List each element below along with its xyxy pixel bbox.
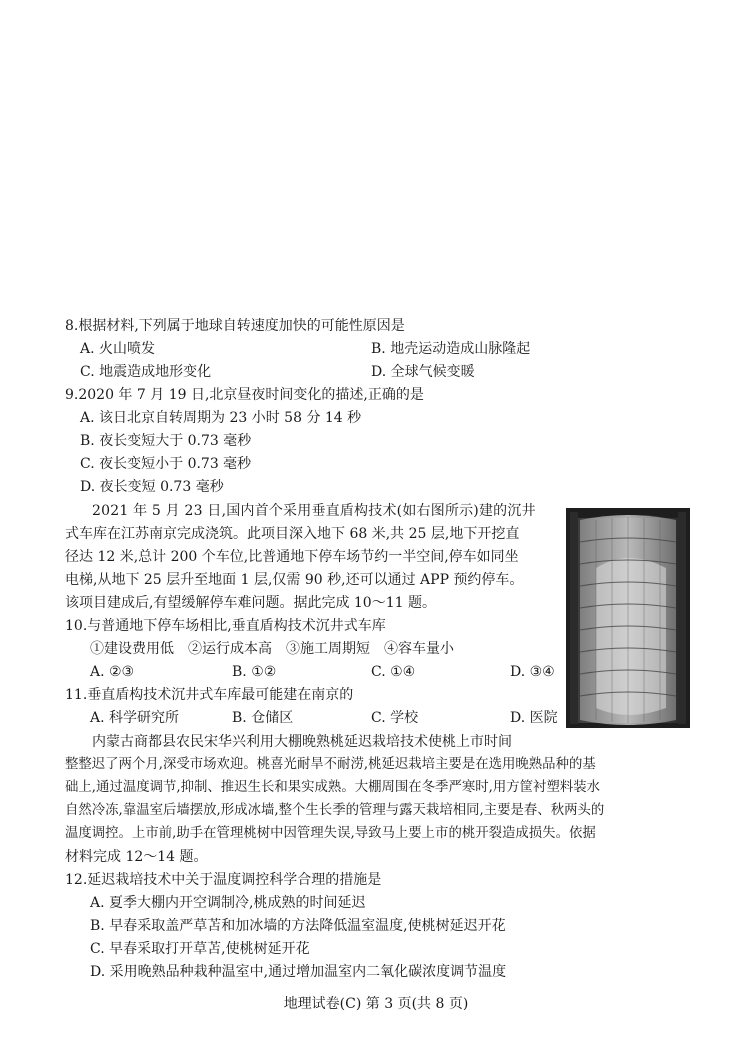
material3-line6: 材料完成 12～14 题。	[65, 849, 208, 865]
q12-option-b: B. 早春采取盖严草苫和加冰墙的方法降低温室温度,使桃树延迟开花	[90, 918, 506, 934]
q10-stem: 10.与普通地下停车场相比,垂直盾构技术沉井式车库	[65, 618, 386, 634]
q8-option-c: C. 地震造成地形变化	[80, 364, 212, 380]
page-footer: 地理试卷(C) 第 3 页(共 8 页)	[283, 996, 469, 1012]
vertical-shaft-garage-photo-icon	[566, 508, 690, 728]
q10-option-b: B. ①②	[232, 664, 277, 680]
q11-option-d: D. 医院	[510, 710, 558, 726]
material3-line1: 内蒙古商都县农民宋华兴利用大棚晚熟桃延迟栽培技术使桃上市时间	[92, 734, 512, 750]
material2-line2: 式车库在江苏南京完成浇筑。此项目深入地下 68 米,共 25 层,地下开挖直	[65, 526, 520, 542]
q10-option-d: D. ③④	[510, 664, 555, 680]
q9-option-b: B. 夜长变短大于 0.73 毫秒	[80, 433, 252, 449]
q9-option-a: A. 该日北京自转周期为 23 小时 58 分 14 秒	[80, 410, 362, 426]
material2-line4: 电梯,从地下 25 层升至地面 1 层,仅需 90 秒,还可以通过 APP 预约停车。	[65, 572, 524, 588]
material2-line3: 径达 12 米,总计 200 个车位,比普通地下停车场节约一半空间,停车如同坐	[65, 549, 519, 565]
q12-option-a: A. 夏季大棚内开空调制冷,桃成熟的时间延迟	[90, 895, 366, 911]
q8-option-d: D. 全球气候变暖	[371, 364, 475, 380]
material2-line1: 2021 年 5 月 23 日,国内首个采用垂直盾构技术(如右图所示)建的沉井	[92, 503, 536, 519]
q12-option-d: D. 采用晚熟品种栽种温室中,通过增加温室内二氧化碳浓度调节温度	[90, 964, 507, 980]
q11-option-b: B. 仓储区	[232, 710, 294, 726]
q12-option-c: C. 早春采取打开草苫,使桃树延开花	[90, 941, 310, 957]
q11-stem: 11.垂直盾构技术沉井式车库最可能建在南京的	[65, 687, 354, 703]
q11-option-c: C. 学校	[371, 710, 419, 726]
q9-stem: 9.2020 年 7 月 19 日,北京昼夜时间变化的描述,正确的是	[65, 387, 424, 403]
q8-option-b: B. 地壳运动造成山脉隆起	[371, 341, 531, 357]
q8-option-a: A. 火山喷发	[80, 341, 156, 357]
material3-line5: 温度调控。上市前,助手在管理桃树中因管理失误,导致马上要上市的桃开裂造成损失。依据	[65, 826, 596, 841]
q10-items: ①建设费用低 ②运行成本高 ③施工周期短 ④容车量小	[90, 641, 454, 657]
q12-stem: 12.延迟栽培技术中关于温度调控科学合理的措施是	[65, 872, 382, 888]
material2-line5: 该项目建成后,有望缓解停车难问题。据此完成 10～11 题。	[65, 595, 436, 611]
material3-line2: 整整迟了两个月,深受市场欢迎。桃喜光耐旱不耐涝,桃延迟栽培主要是在选用晚熟品种的基	[65, 757, 596, 772]
q10-option-a: A. ②③	[90, 664, 135, 680]
q10-option-c: C. ①④	[371, 664, 416, 680]
q11-option-a: A. 科学研究所	[90, 710, 180, 726]
q9-option-c: C. 夜长变短小于 0.73 毫秒	[80, 456, 252, 472]
material3-line3: 础上,通过温度调节,抑制、推迟生长和果实成熟。大棚周围在冬季严寒时,用方筐衬塑料装水	[65, 780, 601, 795]
q9-option-d: D. 夜长变短 0.73 毫秒	[80, 479, 224, 495]
q8-stem: 8.根据材料,下列属于地球自转速度加快的可能性原因是	[65, 318, 405, 334]
material3-line4: 自然冷冻,靠温室后墙摆放,形成冰墙,整个生长季的管理与露天栽培相同,主要是春、秋两头的	[65, 803, 605, 818]
